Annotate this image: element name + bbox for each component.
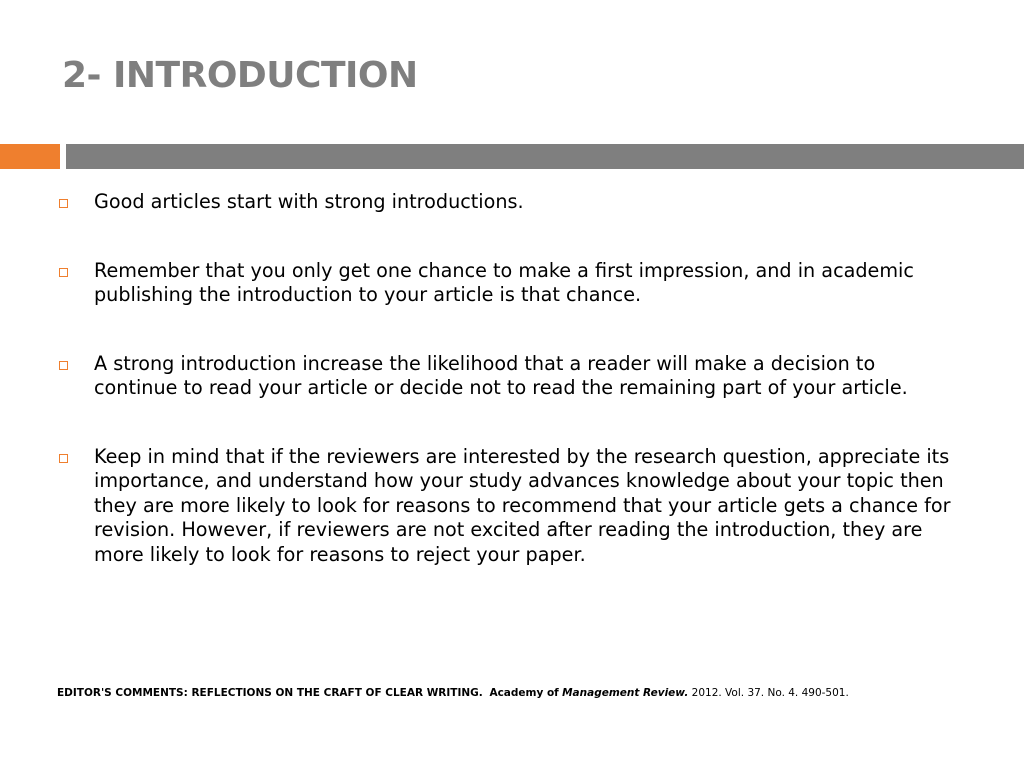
- accent-bar-gray: [66, 144, 1024, 169]
- citation-details: 2012. Vol. 37. No. 4. 490-501.: [691, 687, 849, 699]
- hollow-square-bullet-icon: [59, 199, 68, 208]
- bullet-item: [56, 259, 956, 308]
- bullet-item: [56, 190, 956, 215]
- bullet-text: Keep in mind that if the reviewers are interested by the research question, appreciate its importance, and understand how your study advances knowledge about your topic then they are more likely to look for reasons to recommend that your article gets a chance for revision. However, if reviewers are not excited after reading the introduction, they are more likely to look for reasons to reject your paper.: [94, 444, 951, 566]
- bullet-text: A strong introduction increase the likelihood that a reader will make a decision to continue to read your article or decide not to read the remaining part of your article.: [94, 351, 908, 399]
- slide-title: 2- INTRODUCTION: [62, 55, 418, 96]
- hollow-square-bullet-icon: [59, 268, 68, 277]
- citation-journal-prefix: Academy of: [489, 687, 559, 699]
- accent-bar-orange: [0, 144, 60, 169]
- citation-title: EDITOR'S COMMENTS: REFLECTIONS ON THE CRAFT OF CLEAR WRITING.: [57, 687, 483, 699]
- bullet-list: [56, 190, 956, 611]
- hollow-square-bullet-icon: [59, 454, 68, 463]
- citation-journal-name: Management Review.: [562, 687, 689, 699]
- bullet-item: [56, 352, 956, 401]
- citation: [57, 686, 849, 700]
- bullet-item: [56, 445, 956, 568]
- bullet-text: Remember that you only get one chance to make a first impression, and in academic publishing the introduction to your article is that chance.: [94, 258, 914, 306]
- bullet-text: Good articles start with strong introductions.: [94, 190, 524, 213]
- hollow-square-bullet-icon: [59, 361, 68, 370]
